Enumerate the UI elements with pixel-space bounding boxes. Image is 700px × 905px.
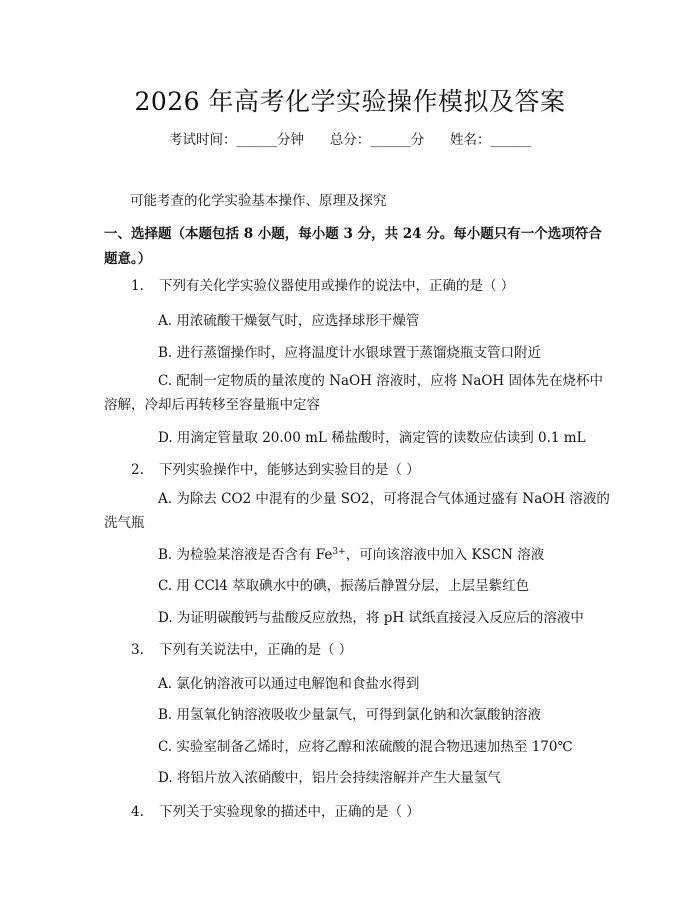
question-4 [131, 800, 420, 820]
score-label: 总分： [329, 132, 371, 148]
q1-option-c: C. 配制一定物质的量浓度的 NaOH 溶液时，应将 NaOH 固体先在烧杯中溶解，冷却后再转移至容量瓶中定容 [104, 373, 603, 413]
question-stem: 下列关于实验现象的描述中，正确的是（ ） [159, 804, 420, 820]
q2-option-b-rest: ，可向该溶液中加入 KSCN 溶液 [345, 547, 545, 563]
intro-text: 可能考查的化学实验基本操作、原理及探究 [130, 193, 387, 209]
charge-superscript: 3+ [332, 547, 346, 557]
q1-option-b: B. 进行蒸馏操作时，应将温度计水银球置于蒸馏烧瓶支管口附近 [158, 345, 542, 361]
q3-option-c: C. 实验室制备乙烯时，应将乙醇和浓硫酸的混合物迅速加热至 170℃ [158, 739, 573, 755]
question-stem: 下列有关说法中，正确的是（ ） [159, 642, 353, 658]
name-blank: ______ [490, 132, 531, 148]
section-heading: 一、选择题（本题包括 8 小题，每小题 3 分，共 24 分。每小题只有一个选项符合题意。） [104, 226, 602, 267]
q1-option-a: A. 用浓硫酸干燥氨气时，应选择球形干燥管 [158, 313, 420, 329]
q2-option-a: A. 为除去 CO2 中混有的少量 SO2，可将混合气体通过盛有 NaOH 溶液的洗气瓶 [104, 491, 610, 531]
question-1 [131, 274, 514, 294]
score-blank: ______ [370, 132, 411, 148]
q3-option-a: A. 氯化钠溶液可以通过电解饱和食盐水得到 [158, 676, 420, 692]
score-unit: 分 [410, 132, 425, 148]
time-unit: 分钟 [277, 132, 304, 148]
time-label: 考试时间： [169, 132, 237, 148]
page-title: 2026 年高考化学实验操作模拟及答案 [134, 87, 566, 116]
name-label: 姓名： [450, 132, 491, 148]
question-number: 4. [131, 804, 144, 820]
q2-option-d: D. 为证明碳酸钙与盐酸反应放热，将 pH 试纸直接浸入反应后的溶液中 [158, 610, 584, 626]
q2-option-b [158, 543, 544, 563]
question-number: 3. [131, 642, 144, 658]
q3-option-b: B. 用氢氧化钠溶液吸收少量氯气，可得到氯化钠和次氯酸钠溶液 [158, 707, 542, 723]
question-stem: 下列有关化学实验仪器使用或操作的说法中，正确的是（ ） [159, 278, 515, 294]
q2-option-b-text: B. 为检验某溶液是否含有 Fe [158, 547, 333, 563]
time-blank: ______ [236, 132, 277, 148]
question-3 [131, 638, 352, 658]
question-stem: 下列实验操作中，能够达到实验目的是（ ） [159, 462, 420, 478]
q1-option-d: D. 用滴定管量取 20.00 mL 稀盐酸时，滴定管的读数应估读到 0.1 mL [158, 430, 586, 446]
exam-meta-line [0, 128, 700, 148]
question-number: 2. [131, 462, 144, 478]
question-2 [131, 458, 420, 478]
q2-option-c: C. 用 CCl4 萃取碘水中的碘，振荡后静置分层，上层呈紫红色 [158, 578, 530, 594]
question-number: 1. [131, 278, 144, 294]
q3-option-d: D. 将铝片放入浓硝酸中，铝片会持续溶解并产生大量氢气 [158, 770, 501, 786]
